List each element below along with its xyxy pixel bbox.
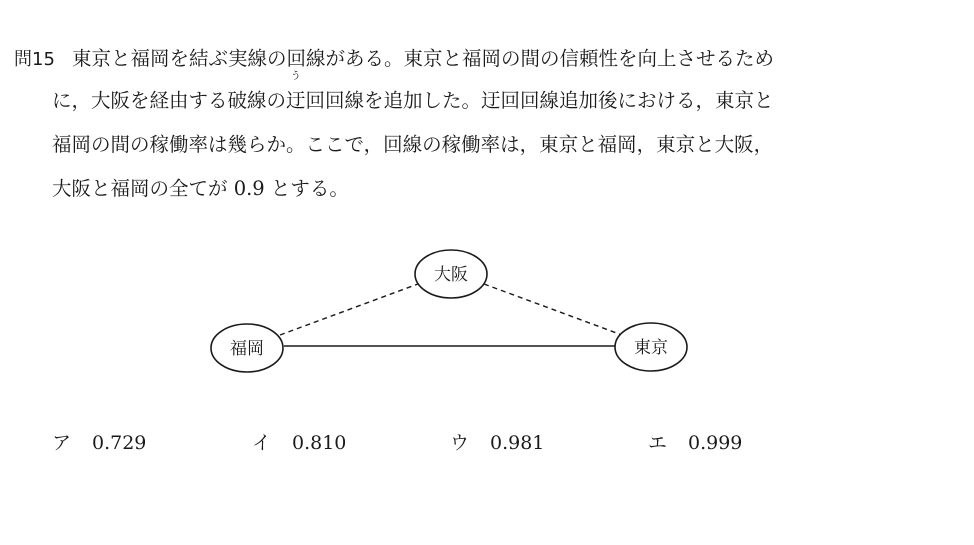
question-line-2-before: に，大阪を経由する破線の: [52, 89, 287, 112]
choice-a-letter: ア: [52, 432, 72, 454]
node-fukuoka-label: 福岡: [230, 339, 264, 359]
question-line-1-text: 東京と福岡を結ぶ実線の回線がある。東京と福岡の間の信頼性を向上させるため: [72, 47, 775, 70]
choice-u-value: 0.981: [490, 432, 545, 454]
choice-a-value: 0.729: [92, 432, 147, 454]
choice-u-letter: ウ: [450, 432, 470, 454]
choice-i-value: 0.810: [292, 432, 347, 454]
dashed-line-fukuoka-osaka: [280, 284, 418, 335]
question-line-3-text: 福岡の間の稼働率は幾らか。ここで，回線の稼働率は，東京と福岡，東京と大阪，: [52, 133, 774, 156]
ruby-base: 迂: [286, 89, 306, 112]
node-tokyo-label: 東京: [634, 338, 668, 358]
question-line-2-after: 回回線を追加した。迂回回線追加後における，東京と: [305, 89, 774, 112]
choice-i[interactable]: [252, 428, 346, 455]
furigana-reading: う: [290, 71, 301, 82]
node-tokyo: [615, 323, 687, 371]
question-line-4-text: 大阪と福岡の全てが 0.9 とする。: [52, 177, 349, 200]
node-osaka: [415, 250, 487, 298]
answer-choices: [52, 428, 852, 460]
choice-e-letter: エ: [648, 432, 668, 454]
dashed-line-osaka-tokyo: [484, 284, 622, 335]
choice-i-letter: イ: [252, 432, 272, 454]
choice-e[interactable]: [648, 428, 742, 455]
node-osaka-label: 大阪: [434, 265, 468, 285]
choice-e-value: 0.999: [688, 432, 743, 454]
question-number: 問15: [14, 49, 55, 70]
choice-u[interactable]: [450, 428, 544, 455]
node-fukuoka: [211, 324, 283, 372]
choice-a[interactable]: [52, 428, 146, 455]
